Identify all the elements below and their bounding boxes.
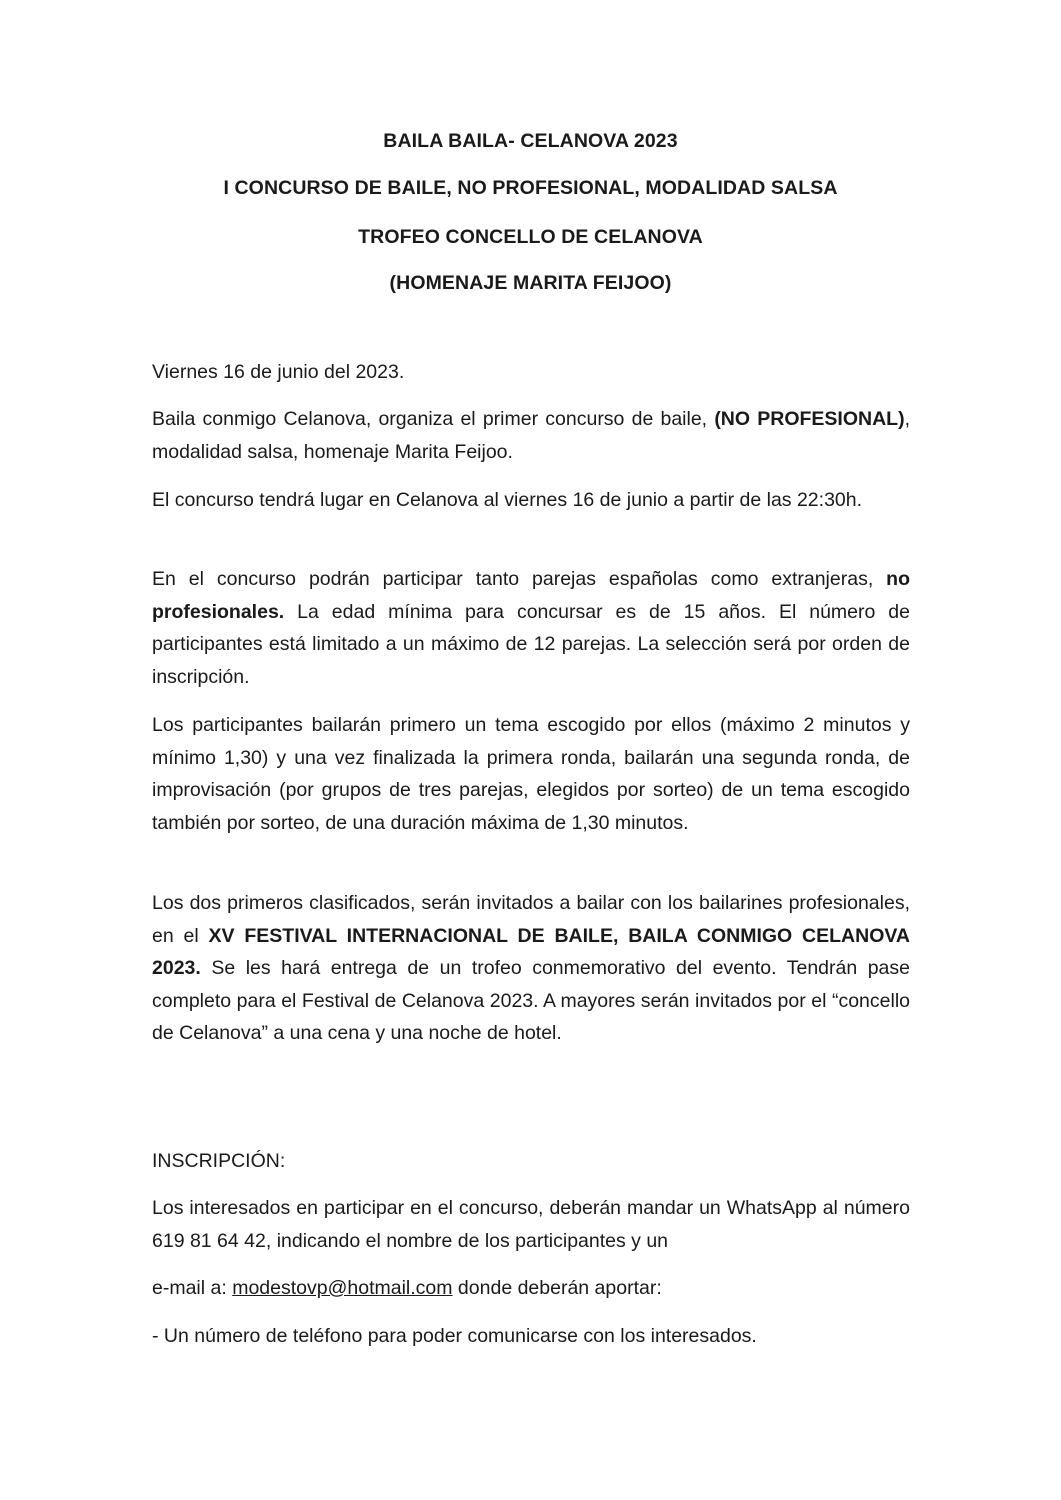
participants-text-c: La edad mínima para concursar es de 15 años. El número de participantes está limitado a un máximo de 12 parejas. La selección será por orden de inscripción. <box>152 600 910 688</box>
email-paragraph <box>152 1272 910 1305</box>
prizes-text-a: Los dos primeros clasificados, serán invitados a bailar con los bailarines profesionales, en el <box>152 892 910 947</box>
prizes-text-c: Se les hará entrega de un trofeo conmemorativo del evento. Tendrán pase completo para el Festival de Celanova 2023. A mayores serán invitados por el “concello de Celanova” a una cena y una noche de hotel. <box>152 957 910 1044</box>
email-text-c: donde deberán aportar: <box>452 1277 662 1299</box>
participants-bold: no profesionales. <box>152 568 910 623</box>
title-line-3: TROFEO CONCELLO DE CELANOVA <box>358 226 703 248</box>
title-line-2: I CONCURSO DE BAILE, NO PROFESIONAL, MODALIDAD SALSA <box>223 177 838 199</box>
intro-text-a: Baila conmigo Celanova, organiza el primer concurso de baile, <box>152 408 715 430</box>
intro-paragraph <box>152 403 910 468</box>
inscription-heading: INSCRIPCIÓN: <box>152 1150 286 1172</box>
prizes-bold: XV FESTIVAL INTERNACIONAL DE BAILE, BAILA CONMIGO CELANOVA 2023. <box>152 924 911 979</box>
location-paragraph: El concurso tendrá lugar en Celanova al viernes 16 de junio a partir de las 22:30h. <box>152 489 863 511</box>
inscription-paragraph: Los interesados en participar en el concurso, deberán mandar un WhatsApp al número 619 81 64 42, indicando el nombre de los participantes y un <box>152 1197 910 1252</box>
participants-paragraph <box>152 563 910 693</box>
intro-bold: (NO PROFESIONAL) <box>714 408 905 430</box>
rules-paragraph: Los participantes bailarán primero un tema escogido por ellos (máximo 2 minutos y mínimo 1,30) y una vez finalizada la primera ronda, bailarán una segunda ronda, de improvisación (por grupos de tres parejas, elegidos por sorteo) de un tema escogido también por sorteo, de una duración máxima de 1,30 minutos. <box>152 714 910 834</box>
title-line-4: (HOMENAJE MARITA FEIJOO) <box>389 272 672 294</box>
event-date: Viernes 16 de junio del 2023. <box>152 361 405 383</box>
phone-requirement: - Un número de teléfono para poder comunicarse con los interesados. <box>152 1325 757 1347</box>
email-text-a: e-mail a: <box>152 1277 233 1299</box>
intro-text-c: , modalidad salsa, homenaje Marita Feijoo. <box>152 408 911 463</box>
email-link[interactable]: modestovp@hotmail.com <box>232 1277 453 1299</box>
prizes-paragraph <box>152 887 910 1050</box>
participants-text-a: En el concurso podrán participar tanto parejas españolas como extranjeras, <box>152 568 887 590</box>
title-line-1: BAILA BAILA- CELANOVA 2023 <box>383 130 678 152</box>
